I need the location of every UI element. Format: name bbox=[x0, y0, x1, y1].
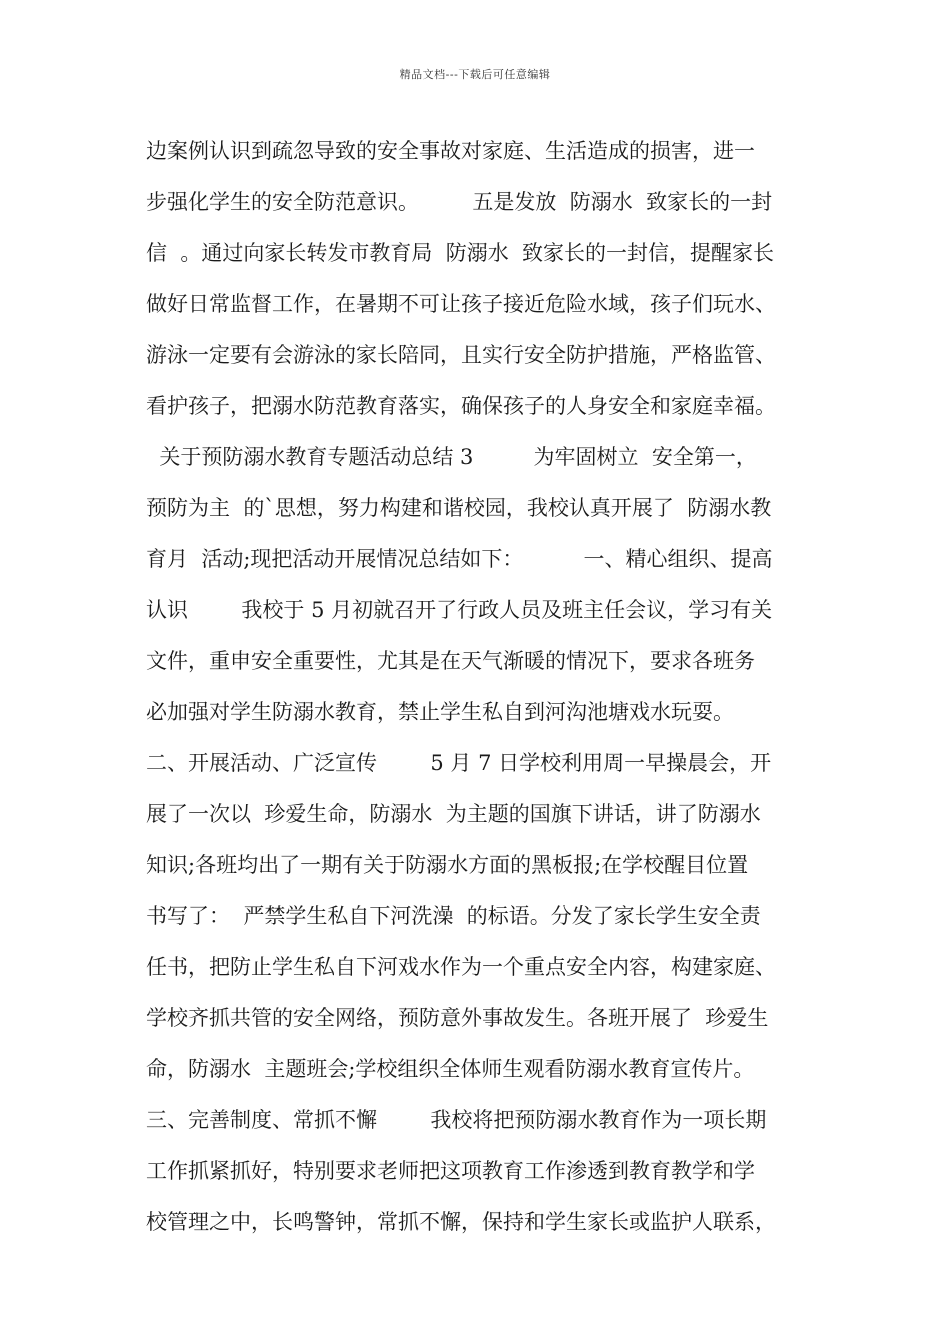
text-line: 关于预防溺水教育专题活动总结 3 为牢固树立 安全第一， bbox=[146, 445, 757, 469]
text-line: 书写了： 严禁学生私自下河洗澡 的标语。分发了家长学生安全责 bbox=[146, 904, 761, 928]
text-line: 命，防溺水 主题班会;学校组织全体师生观看防溺水教育宣传片。 bbox=[146, 1057, 755, 1081]
text-line: 知识;各班均出了一期有关于防溺水方面的黑板报;在学校醒目位置 bbox=[146, 853, 749, 877]
text-line: 预防为主 的`思想，努力构建和谐校园，我校认真开展了 防溺水教 bbox=[146, 496, 772, 520]
text-line: 三、完善制度、常抓不懈 我校将把预防溺水教育作为一项长期 bbox=[146, 1108, 767, 1132]
text-line: 文件，重申安全重要性，尤其是在天气渐暖的情况下，要求各班务 bbox=[146, 649, 755, 673]
text-line: 校管理之中，长鸣警钟，常抓不懈，保持和学生家长或监护人联系， bbox=[146, 1210, 776, 1234]
page-header: 精品文档---下载后可任意编辑 bbox=[399, 68, 551, 81]
text-line: 学校齐抓共管的安全网络，预防意外事故发生。各班开展了 珍爱生 bbox=[146, 1006, 769, 1030]
text-line: 做好日常监督工作，在暑期不可让孩子接近危险水域，孩子们玩水、 bbox=[146, 292, 776, 316]
text-line: 育月 活动;现把活动开展情况总结如下： 一、精心组织、提高 bbox=[146, 547, 773, 571]
text-line: 认识 我校于 5 月初就召开了行政人员及班主任会议，学习有关 bbox=[146, 598, 773, 622]
text-line: 边案例认识到疏忽导致的安全事故对家庭、生活造成的损害，进一 bbox=[146, 139, 755, 163]
text-line: 必加强对学生防溺水教育，禁止学生私自到河沟池塘戏水玩耍。 bbox=[146, 700, 734, 724]
text-line: 步强化学生的安全防范意识。 五是发放 防溺水 致家长的一封 bbox=[146, 190, 773, 214]
text-line: 任书，把防止学生私自下河戏水作为一个重点安全内容，构建家庭、 bbox=[146, 955, 776, 979]
text-line: 工作抓紧抓好，特别要求老师把这项教育工作渗透到教育教学和学 bbox=[146, 1159, 755, 1183]
text-line: 信 。通过向家长转发市教育局 防溺水 致家长的一封信，提醒家长 bbox=[146, 241, 775, 265]
text-line: 二、开展活动、广泛宣传 5 月 7 日学校利用周一早操晨会，开 bbox=[146, 751, 772, 775]
text-line: 看护孩子，把溺水防范教育落实，确保孩子的人身安全和家庭幸福。 bbox=[146, 394, 776, 418]
text-line: 展了一次以 珍爱生命，防溺水 为主题的国旗下讲话，讲了防溺水 bbox=[146, 802, 761, 826]
document-body bbox=[146, 126, 836, 1248]
text-line: 游泳一定要有会游泳的家长陪同，且实行安全防护措施，严格监管、 bbox=[146, 343, 776, 367]
